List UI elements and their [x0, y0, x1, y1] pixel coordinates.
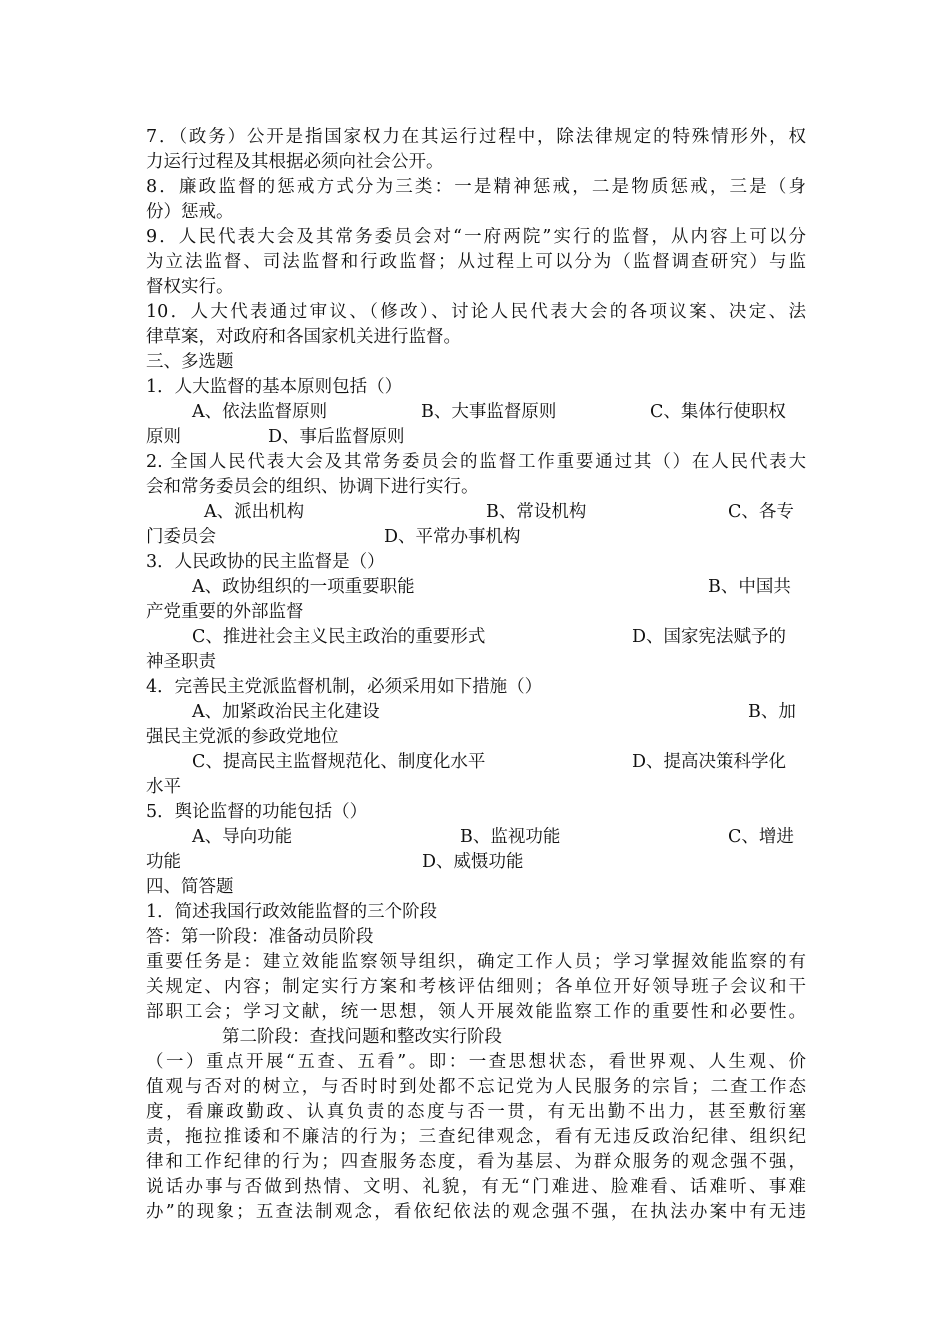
sa-q1-para-line-4: 责，拖拉推诿和不廉洁的行为；三查纪律观念，看有无违反政治纪律、组织纪 [146, 1127, 806, 1147]
sa-q1-para-line-1: （一）重点开展“五查、五看”。即：一查思想状态，看世界观、人生观、价 [146, 1052, 806, 1072]
mc-q5-option-c-cont: 功能 [146, 852, 181, 872]
mc-q1-options-row-2 [146, 425, 806, 450]
sa-q1-stage-2-heading [146, 1025, 806, 1050]
mc-q2-option-c-cont: 门委员会 [146, 527, 216, 547]
q10-line-2: 律草案，对政府和各国家机关进行监督。 [146, 327, 461, 347]
mc-q1-option-a: A、依法监督原则 [192, 402, 328, 422]
mc-q4-option-b-cont: 强民主党派的参政党地位 [146, 727, 339, 747]
section-heading-multi-choice: 三、多选题 [146, 352, 234, 372]
mc-q1-option-c: C、集体行使职权 [650, 402, 786, 422]
mc-q5-option-b: B、监视功能 [460, 827, 561, 847]
q9-line-1: 9．人民代表大会及其常务委员会对“一府两院”实行的监督，从内容上可以分 [146, 227, 806, 247]
mc-q2-option-c: C、各专 [728, 502, 794, 522]
mc-q4-option-a: A、加紧政治民主化建设 [192, 702, 380, 722]
mc-q3-option-b: B、中国共 [708, 577, 791, 597]
mc-q3-option-d: D、国家宪法赋予的 [632, 627, 787, 647]
mc-q3-option-c: C、推进社会主义民主政治的重要形式 [192, 627, 486, 647]
mc-q2-options-row [146, 500, 806, 525]
sa-q1-para-line-6: 说话办事与否做到热情、文明、礼貌，有无“门难进、脸难看、话难听、事难 [146, 1177, 806, 1197]
mc-q5-option-d: D、威慑功能 [422, 852, 524, 872]
mc-q1-option-b: B、大事监督原则 [421, 402, 557, 422]
mc-q4-option-b: B、加 [748, 702, 796, 722]
mc-q1-option-d: D、事后监督原则 [268, 427, 405, 447]
q8-line-1: 8．廉政监督的惩戒方式分为三类：一是精神惩戒，二是物质惩戒，三是（身 [146, 177, 806, 197]
sa-q1-task-line-3: 部职工会；学习文献，统一思想，领人开展效能监察工作的重要性和必要性。 [146, 1002, 806, 1022]
q10-line-1: 10．人大代表通过审议、（修改）、讨论人民代表大会的各项议案、决定、法 [146, 302, 806, 322]
q7-line-1: 7．（政务）公开是指国家权力在其运行过程中，除法律规定的特殊情形外，权 [146, 127, 806, 147]
sa-q1-para-line-3: 度，看廉政勤政、认真负责的态度与否一贯，有无出勤不出力，甚至敷衍塞 [146, 1102, 806, 1122]
mc-q3-option-d-cont: 神圣职责 [146, 652, 216, 672]
mc-q5-options-row-2 [146, 850, 806, 875]
mc-q2-options-row-2 [146, 525, 806, 550]
mc-q2-stem-line-1: 2. 全国人民代表大会及其常务委员会的监督工作重要通过其（）在人民代表大 [146, 452, 806, 472]
mc-q5-option-a: A、导向功能 [192, 827, 293, 847]
sa-q1-para-line-5: 律和工作纪律的行为；四查服务态度，看为基层、为群众服务的观念强不强， [146, 1152, 806, 1172]
q8-line-2: 份）惩戒。 [146, 202, 234, 222]
mc-q4-options-row-2 [146, 750, 806, 775]
section-heading-short-answer: 四、简答题 [146, 877, 234, 897]
mc-q4-option-c: C、提高民主监督规范化、制度化水平 [192, 752, 486, 772]
mc-q3-options-row [146, 575, 806, 600]
mc-q1-options-row [146, 400, 806, 425]
mc-q5-option-c: C、增进 [728, 827, 794, 847]
q9-line-3: 督权实行。 [146, 277, 234, 297]
q7-line-2: 力运行过程及其根据必须向社会公开。 [146, 152, 444, 172]
sa-q1-para-line-7: 办”的现象；五查法制观念，看依纪依法的观念强不强，在执法办案中有无违 [146, 1202, 806, 1222]
mc-q3-options-row-2 [146, 625, 806, 650]
mc-q5-options-row [146, 825, 806, 850]
mc-q5-stem: 5．舆论监督的功能包括（） [146, 802, 368, 822]
sa-q1-answer-intro: 答：第一阶段：准备动员阶段 [146, 927, 374, 947]
mc-q4-option-d-cont: 水平 [146, 777, 181, 797]
mc-q2-option-b: B、常设机构 [486, 502, 587, 522]
mc-q3-option-b-cont: 产党重要的外部监督 [146, 602, 304, 622]
mc-q2-option-d: D、平常办事机构 [384, 527, 521, 547]
sa-q1-task-line-1: 重要任务是：建立效能监察领导组织，确定工作人员；学习掌握效能监察的有 [146, 952, 806, 972]
mc-q4-options-row [146, 700, 806, 725]
mc-q3-stem: 3．人民政协的民主监督是（） [146, 552, 385, 572]
mc-q4-option-d: D、提高决策科学化 [632, 752, 787, 772]
mc-q2-stem-line-2: 会和常务委员会的组织、协调下进行实行。 [146, 477, 479, 497]
sa-q1-task-line-2: 关规定、内容；制定实行方案和考核评估细则；各单位开好领导班子会议和干 [146, 977, 806, 997]
q9-line-2: 为立法监督、司法监督和行政监督；从过程上可以分为（监督调查研究）与监 [146, 252, 806, 272]
sa-q1-para-line-2: 值观与否对的树立，与否时时到处都不忘记党为人民服务的宗旨；二查工作态 [146, 1077, 806, 1097]
sa-q1-stage-2-text: 第二阶段：查找问题和整改实行阶段 [222, 1027, 502, 1047]
mc-q1-stem: 1．人大监督的基本原则包括（） [146, 377, 403, 397]
mc-q1-option-c-cont: 原则 [146, 427, 181, 447]
mc-q2-option-a: A、派出机构 [204, 502, 305, 522]
mc-q4-stem: 4．完善民主党派监督机制，必须采用如下措施（） [146, 677, 543, 697]
sa-q1-stem: 1．简述我国行政效能监督的三个阶段 [146, 902, 438, 922]
mc-q3-option-a: A、政协组织的一项重要职能 [192, 577, 415, 597]
